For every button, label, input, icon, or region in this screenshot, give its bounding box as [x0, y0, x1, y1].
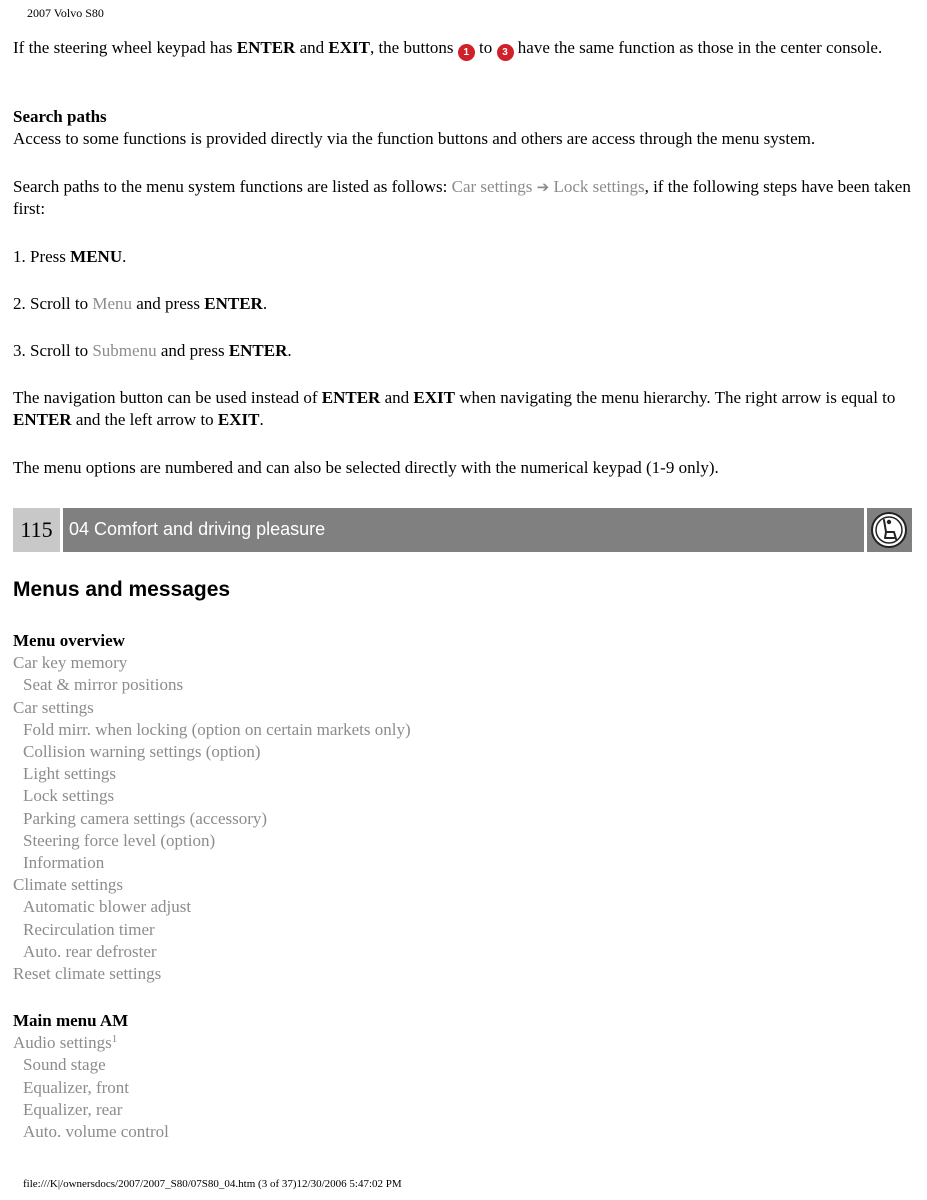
path-car-settings: Car settings [451, 177, 533, 196]
list-item: Steering force level (option) [23, 830, 216, 850]
numbered-options-paragraph: The menu options are numbered and can also be selected directly with the numerical keypad (1-9 only). [13, 458, 719, 477]
document-header: 2007 Volvo S80 [27, 6, 104, 20]
list-item: Car key memory [13, 653, 128, 673]
list-item: Seat & mirror positions [23, 675, 184, 695]
search-paths-text: Access to some functions is provided directly via the function buttons and others are access through the menu system. [13, 129, 816, 148]
search-paths-section [13, 106, 913, 150]
list-item: Reset climate settings [13, 964, 162, 984]
section-title: Menus and messages [13, 578, 231, 601]
footnote-marker: 1 [111, 1033, 118, 1046]
list-item: Auto. volume control [23, 1122, 169, 1142]
list-item: Climate settings [13, 875, 124, 895]
navigation-paragraph: The navigation button can be used instead of ENTER and EXIT when navigating the menu hierarchy. The right arrow is equal to ENTER and the left arrow to EXIT. [13, 388, 896, 429]
step-3: 3. Scroll to Submenu and press ENTER. [13, 341, 292, 360]
list-item: Light settings [23, 764, 117, 784]
list-item: Equalizer, rear [23, 1099, 123, 1119]
chapter-title: 04 Comfort and driving pleasure [63, 508, 864, 552]
button-3-badge-icon: 3 [497, 44, 514, 61]
list-item: Recirculation timer [23, 919, 155, 939]
list-item: Lock settings [23, 786, 115, 806]
chapter-icon-box [867, 508, 912, 552]
menu-overview-list [13, 630, 411, 985]
search-paths-example: Search paths to the menu system functions are listed as follows: Car settings ➔ Lock settings, if the following steps have been taken first: [13, 177, 911, 218]
list-item: Automatic blower adjust [23, 897, 192, 917]
arrow-right-icon: ➔ [536, 178, 550, 196]
list-item: Sound stage [23, 1055, 106, 1075]
list-item: Information [23, 853, 105, 873]
list-item: Collision warning settings (option) [23, 742, 261, 762]
intro-paragraph: If the steering wheel keypad has ENTER and EXIT, the buttons 1 to 3 have the same function as those in the center console. [13, 37, 913, 61]
search-paths-heading: Search paths [13, 107, 107, 126]
page-footer: file:///K|/ownersdocs/2007/2007_S80/07S80_04.htm (3 of 37)12/30/2006 5:47:02 PM [23, 1178, 402, 1190]
step-2: 2. Scroll to Menu and press ENTER. [13, 294, 268, 313]
step-1: 1. Press MENU. [13, 247, 127, 266]
button-1-badge-icon: 1 [458, 44, 475, 61]
chapter-banner [13, 508, 912, 552]
menu-overview-label: Menu overview [13, 631, 125, 650]
main-menu-am-list [13, 1010, 169, 1143]
list-item: Auto. rear defroster [23, 941, 157, 961]
seat-icon [867, 508, 912, 552]
page-number: 115 [13, 508, 60, 552]
list-item: Audio settings$^1$ [13, 1033, 118, 1053]
list-item: Fold mirr. when locking (option on certain markets only) [23, 719, 411, 739]
path-lock-settings: Lock settings [553, 177, 645, 196]
list-item: Parking camera settings (accessory) [23, 808, 268, 828]
main-menu-am-label: Main menu AM [13, 1011, 129, 1030]
list-item: Equalizer, front [23, 1077, 129, 1097]
list-item: Car settings [13, 697, 94, 717]
